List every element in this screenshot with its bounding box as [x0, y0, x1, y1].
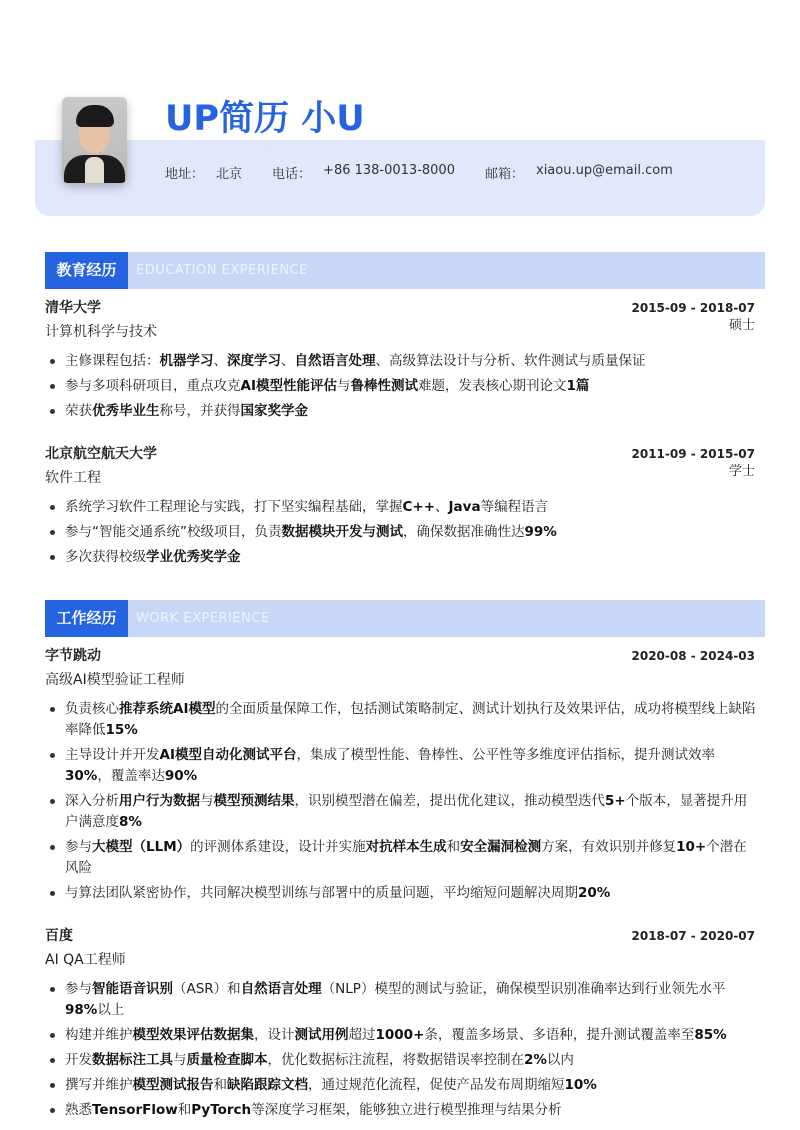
- highlight-text: 10%: [564, 1077, 597, 1093]
- entry-subtitle: [45, 949, 765, 971]
- bullet-list: [45, 497, 765, 568]
- bullet-text: 系统学习软件工程理论与实践，打下坚实编程基础，掌握: [65, 499, 403, 515]
- entry: [45, 444, 765, 568]
- bullet-text: ，通过规范化流程，促使产品发布周期缩短: [308, 1077, 565, 1093]
- entry-degree: 硕士: [728, 318, 755, 333]
- address-value: 北京: [216, 167, 243, 182]
- bullet-text: （NLP）模型的测试与验证，确保模型识别准确率达到行业领先水平: [321, 981, 726, 997]
- list-item: [45, 1075, 765, 1096]
- bullet-text: 参与“智能交通系统”校级项目，负责: [65, 524, 282, 540]
- section-subtitle: EDUCATION EXPERIENCE: [136, 263, 308, 278]
- entry-subtitle: [45, 318, 765, 343]
- bullet-text: 条，覆盖多场景、多语种，提升测试覆盖率至: [424, 1027, 695, 1043]
- highlight-text: 模型预测结果: [213, 793, 295, 809]
- list-item: [45, 376, 765, 397]
- bullet-text: 等深度学习框架，能够独立进行模型推理与结果分析: [251, 1102, 562, 1118]
- highlight-text: 自然语言处理: [294, 353, 376, 369]
- list-item: [45, 522, 765, 543]
- bullet-text: 深入分析: [65, 793, 119, 809]
- bullet-text: ，识别模型潜在偏差，提出优化建议，推动模型迭代: [294, 793, 605, 809]
- education-section: [45, 252, 765, 572]
- bullet-text: ，确保数据准确性达: [403, 524, 525, 540]
- section-title: 工作经历: [45, 600, 128, 637]
- bullet-text: 和: [446, 839, 461, 855]
- entry: [45, 646, 765, 904]
- entry-name: 北京航空航天大学: [45, 446, 157, 462]
- bullet-text: 与算法团队紧密协作，共同解决模型训练与部署中的质量问题，平均缩短问题解决周期: [65, 885, 578, 901]
- entry-subtitle: [45, 669, 765, 691]
- list-item: [45, 497, 765, 518]
- highlight-text: 30%: [65, 768, 98, 784]
- bullet-text: 与: [173, 1052, 187, 1068]
- address-label: 地址：: [165, 167, 205, 182]
- list-item: [45, 745, 765, 787]
- bullet-text: 超过: [348, 1027, 376, 1043]
- highlight-text: 对抗样本生成: [365, 839, 447, 855]
- entry-name: 字节跳动: [45, 648, 101, 664]
- highlight-text: 学业优秀奖学金: [146, 549, 241, 565]
- list-item: [45, 883, 765, 904]
- highlight-text: 5+: [605, 793, 626, 809]
- entry-role: AI QA工程师: [45, 952, 126, 968]
- bullet-text: 的全面质量保障工作，包括测试策略制定、测试计划执行及效果评估，成功将模型线上缺陷率降低: [65, 701, 756, 738]
- highlight-text: C++: [402, 499, 436, 515]
- highlight-text: 智能语音识别: [92, 981, 173, 997]
- bullet-text: 与: [200, 793, 214, 809]
- highlight-text: 深度学习: [227, 353, 281, 369]
- highlight-text: 数据标注工具: [92, 1052, 173, 1068]
- list-item: [45, 1100, 765, 1121]
- entry-role: 高级AI模型验证工程师: [45, 672, 185, 688]
- bullet-text: ，覆盖率达: [97, 768, 165, 784]
- list-item: [45, 401, 765, 422]
- entry-date: 2018-07 - 2020-07: [631, 929, 755, 943]
- bullet-text: 、: [281, 353, 295, 369]
- entry: [45, 926, 765, 1121]
- bullet-text: 参与: [65, 981, 92, 997]
- bullet-text: 参与多项科研项目，重点攻克: [65, 378, 241, 394]
- entry-role: 计算机科学与技术: [45, 324, 157, 340]
- highlight-text: TensorFlow: [92, 1102, 178, 1118]
- bullet-text: 多次获得校级: [65, 549, 146, 565]
- bullet-text: 和: [177, 1102, 192, 1118]
- highlight-text: 15%: [105, 722, 138, 738]
- highlight-text: 98%: [65, 1002, 98, 1018]
- bullet-text: 难题，发表核心期刊论文: [417, 378, 567, 394]
- highlight-text: 缺陷跟踪文档: [227, 1077, 308, 1093]
- highlight-text: 自然语言处理: [240, 981, 322, 997]
- highlight-text: Java: [448, 499, 481, 515]
- bullet-text: 荣获: [65, 403, 92, 419]
- highlight-text: 85%: [694, 1027, 727, 1043]
- list-item: [45, 979, 765, 1021]
- entry: [45, 298, 765, 422]
- bullet-text: 个版本，显著提升用户满意度: [65, 793, 748, 830]
- bullet-text: 开发: [65, 1052, 92, 1068]
- bullet-text: ，设计: [254, 1027, 295, 1043]
- list-item: [45, 837, 765, 879]
- bullet-text: 参与: [65, 839, 92, 855]
- highlight-text: 用户行为数据: [119, 793, 200, 809]
- entry-role: 软件工程: [45, 470, 101, 486]
- bullet-text: 称号，并获得: [159, 403, 241, 419]
- bullet-list: [45, 979, 765, 1121]
- highlight-text: 安全漏洞检测: [460, 839, 542, 855]
- email-label: 邮箱：: [484, 167, 524, 182]
- bullet-text: 构建并维护: [65, 1027, 133, 1043]
- entry-date: 2020-08 - 2024-03: [631, 649, 755, 663]
- bullet-text: ，集成了模型性能、鲁棒性、公平性等多维度评估指标，提升测试效率: [296, 747, 715, 763]
- highlight-text: 10+: [676, 839, 707, 855]
- bullet-text: 与: [336, 378, 351, 394]
- entry-name: 清华大学: [45, 300, 101, 316]
- highlight-text: 8%: [119, 814, 142, 830]
- highlight-text: 优秀毕业生: [92, 403, 160, 419]
- entry-name: 百度: [45, 928, 73, 944]
- resume-title: UP简历 小U: [165, 99, 365, 139]
- highlight-text: 国家奖学金: [240, 403, 308, 419]
- entry-header: [45, 444, 765, 464]
- list-item: [45, 1050, 765, 1071]
- highlight-text: AI模型自动化测试平台: [159, 747, 297, 763]
- highlight-text: 模型测试报告: [132, 1077, 214, 1093]
- bullet-text: 、: [213, 353, 227, 369]
- highlight-text: 鲁棒性测试: [350, 378, 418, 394]
- work-section: [45, 600, 765, 1125]
- entry-date: 2015-09 - 2018-07: [631, 301, 755, 315]
- entry-degree: 学士: [728, 464, 755, 479]
- bullet-text: 撰写并维护: [65, 1077, 133, 1093]
- highlight-text: 2%: [524, 1052, 547, 1068]
- entry-header: [45, 298, 765, 318]
- bullet-text: 负责核心: [65, 701, 119, 717]
- bullet-text: 以内: [546, 1052, 574, 1068]
- highlight-text: 90%: [164, 768, 198, 784]
- section-subtitle: WORK EXPERIENCE: [136, 611, 270, 626]
- phone-value: +86 138-0013-8000: [323, 163, 455, 178]
- bullet-text: 和: [213, 1077, 227, 1093]
- contact-info: [165, 163, 703, 182]
- highlight-text: 大模型（LLM）: [92, 839, 191, 855]
- list-item: [45, 1025, 765, 1046]
- highlight-text: PyTorch: [191, 1102, 252, 1118]
- bullet-text: 方案，有效识别并修复: [541, 839, 677, 855]
- entry-date: 2011-09 - 2015-07: [631, 447, 755, 461]
- highlight-text: 测试用例: [294, 1027, 349, 1043]
- highlight-text: 1篇: [566, 378, 590, 394]
- bullet-text: 以上: [97, 1002, 125, 1018]
- bullet-list: [45, 351, 765, 422]
- highlight-text: 质量检查脚本: [186, 1052, 268, 1068]
- section-header: [45, 252, 765, 289]
- list-item: [45, 351, 765, 372]
- bullet-text: 主修课程包括：: [65, 353, 160, 369]
- bullet-text: 个潜在风险: [65, 839, 747, 876]
- bullet-text: 熟悉: [65, 1102, 92, 1118]
- list-item: [45, 791, 765, 833]
- entry-header: [45, 926, 765, 946]
- profile-photo: [62, 97, 127, 183]
- bullet-text: （ASR）和: [173, 981, 241, 997]
- highlight-text: 数据模块开发与测试: [281, 524, 403, 540]
- resume-header: [35, 65, 765, 216]
- section-header: [45, 600, 765, 637]
- bullet-text: 的评测体系建设，设计并实施: [190, 839, 366, 855]
- highlight-text: 99%: [524, 524, 557, 540]
- highlight-text: 机器学习: [159, 353, 214, 369]
- section-title: 教育经历: [45, 252, 128, 289]
- highlight-text: 20%: [578, 885, 611, 901]
- bullet-text: 、: [435, 499, 449, 515]
- email-value: xiaou.up@email.com: [536, 163, 673, 178]
- bullet-text: 主导设计并开发: [65, 747, 160, 763]
- bullet-text: 等编程语言: [480, 499, 549, 515]
- highlight-text: 模型效果评估数据集: [132, 1027, 254, 1043]
- highlight-text: AI模型性能评估: [240, 378, 337, 394]
- bullet-list: [45, 699, 765, 904]
- bullet-text: ，优化数据标注流程，将数据错误率控制在: [267, 1052, 524, 1068]
- highlight-text: 推荐系统AI模型: [119, 701, 216, 717]
- list-item: [45, 699, 765, 741]
- bullet-text: 、高级算法设计与分析、软件测试与质量保证: [375, 353, 646, 369]
- list-item: [45, 547, 765, 568]
- entry-header: [45, 646, 765, 666]
- phone-label: 电话：: [272, 167, 312, 182]
- entry-subtitle: [45, 464, 765, 489]
- highlight-text: 1000+: [375, 1027, 425, 1043]
